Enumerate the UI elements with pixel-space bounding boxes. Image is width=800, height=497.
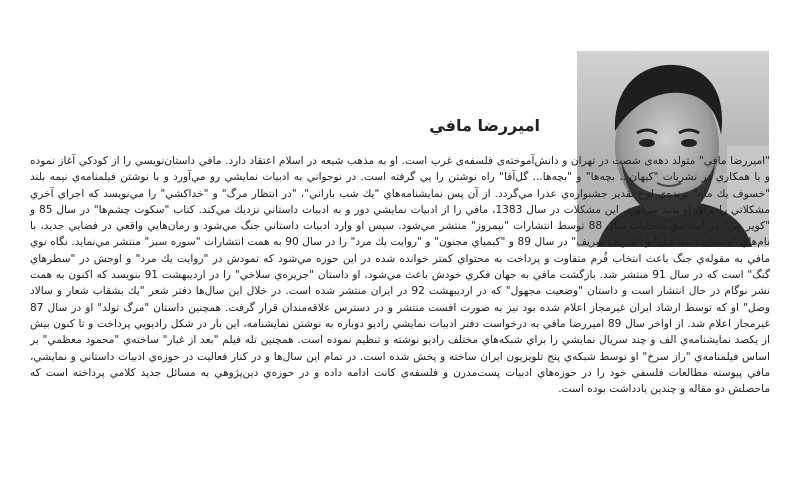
- author-name: اميررضا مافي: [429, 116, 540, 135]
- biography-text: "اميررضا مافي" متولد دهه‌ی شصت در تهران و دانش‌آموخته‌ی فلسفه‌ی غرب است. او به مذهب شیعه در اسلام اعتقاد دارد. مافي داستان‌نويسي را از كودكي آغاز نموده و با همكاري در نشريات "كيهان... بچه‌ها" و "بچه‌ها... گل‌آقا" راه نوشتن را پي گرفته است. در نوجواني به ادبيات نمايشي رو مي‌آورد و با نوشتن فيلمنامه‌ي نيمه بلند "خسوف يك ماه" برنده‌ي لوح تقدير جشنواره‌ي عذرا مي‌گردد. از آن پس نمايشنامه‌هاي "يك شب باراني"، "در انتظار مرگ" و "خداكشي" را مي‌نويسد كه اجراي آخري مشكلاتي را براي او پديد مي‌آورد. اين مشكلات در سال 1383، مافي را از ادبيات نمايشي دور و به ادبيات داستاني نزديك مي‌كند. كتاب "سكوت چشم‌ها" در سال 85 و "كوير من" در آستانه‌ي انتخابات سال 88 توسط انتشارات "نيمروز" منتشر مي‌شود. سپس او وارد ادبيات داستاني جنگ مي‌شود و رمان‌هايي واقعي در فضايي جديد، با نام‌هاي "داستان اسماعيل" و "شريف شريف" در سال 89 و "كيمياي مجنون" و "روايت يك مرد" را در سال 90 به همت انتشارات "سوره سبز" منتشر مي‌نمايد. نگاه نوي مافي به مقوله‌ي جنگ باعث انتخاب فُرم متفاوت و پرداخت به محتواي كمتر خوانده شده در اين حوزه مي‌شود كه نمودش در "روايت يك مرد" و اوجش در "سطرهاي گنگ" است كه در سال 91 منتشر شد. بازگشت مافي به جهان فكري خودش باعث مي‌شود، او داستان "جزيره‌ي سلاخي" را در ارديبهشت 91 بنويسد كه اكنون به همت نشر نوگام در حال انتشار است و داستان "وضعيت مجهول" كه در ارديبهشت 92 در ايران منتشر شده است. در خلال اين سال‌ها دفتر شعر "يك بشقاب شعار و سالاد وصل" او كه توسط ارشاد ايران غيرمجاز اعلام شده بود نيز به صورت افست منتشر و در دسترس علاقه‌مندان قرار گرفت. همچنين داستان "مرگ تولد" او در سال 87 غيرمجاز اعلام شد. از اواخر سال 89 اميررضا مافي به درخواست دفتر ادبيات نمايشي راديو دوباره به نوشتن نمايشنامه، اين بار در شكل راديويي پرداخت و تا كنون بيش از يكصد نمايشنامه‌ي الف و چند سريال نمايشي را براي شبكه‌هاي مختلف راديو نوشته و تنظيم نموده است. همچنين تله فيلم "بعد از غبار" ساخته‌ي "محمود معظمي" بر اساس فيلمنامه‌ي "راز سرخ" او توسط شبكه‌ي پنج تلويزيون ايران ساخته و پخش شده است. در تمام اين سال‌ها و در كنار فعاليت در حوزه‌ي ادبيات داستاني و نمايشي، مافي پيوسته مطالعات فلسفي خود را در حوزه‌هاي ادبيات پست‌مدرن و فلسفه‌ي كانت ادامه داده و در حوزه‌ي دين‌پژوهي به مسائل جديد كلامي پرداخته است كه ماحصلش دو مقاله و چندين يادداشت بوده است.: [30, 155, 771, 396]
- author-biography: [30, 153, 770, 397]
